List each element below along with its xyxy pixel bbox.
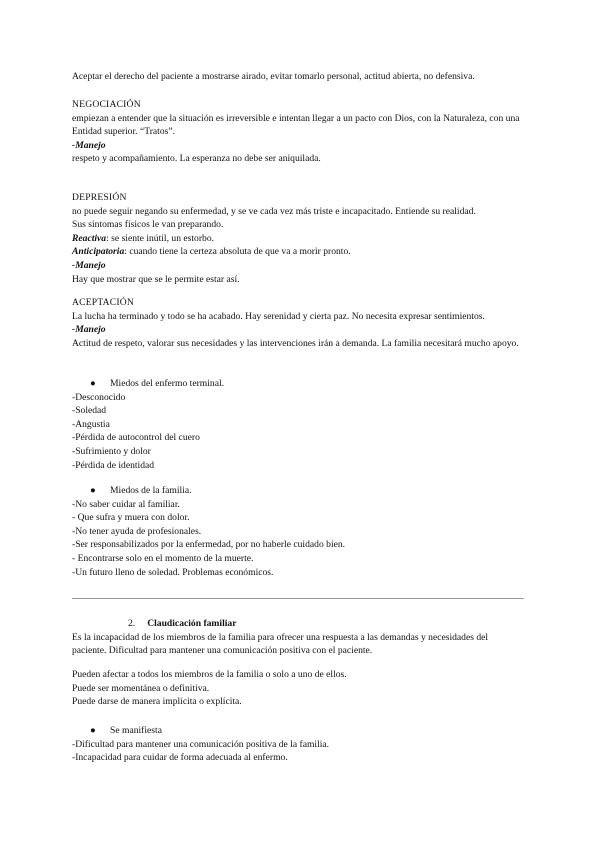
list-item: - Que sufra y muera con dolor. (72, 512, 190, 524)
claudicacion-points (72, 668, 524, 709)
depresion-title: DEPRESIÓN (72, 192, 127, 203)
list-item: -No saber cuidar al familiar. (72, 498, 180, 510)
list-item: -Incapacidad para cuidar de forma adecuada al enfermo. (72, 752, 288, 764)
claudicacion-definition: Es la incapacidad de los miembros de la familia para ofrecer una respuesta a las demandas y necesidades del paciente. Dificultad para mantener una comunicación positiva con el paciente. (72, 631, 489, 657)
list-item: -Sufrimiento y dolor (72, 446, 151, 458)
list-item: -No tener ayuda de profesionales. (72, 525, 202, 537)
intro-text: Aceptar el derecho del paciente a mostrarse airado, evitar tomarlo personal, actitud abierta, no defensiva. (72, 71, 475, 82)
negociacion-title: NEGOCIACIÓN (72, 99, 141, 110)
negociacion-text: empiezan a entender que la situación es irreversible e intentan llegar a un pacto con Dios, con la Naturaleza, con una Entidad superior. “Tratos”. (72, 112, 520, 138)
aceptacion-manejo-label: -Manejo (72, 324, 106, 336)
list-item: -Desconocido (72, 391, 126, 403)
reactiva-label: Reactiva (72, 232, 107, 244)
depresion-manejo-label: -Manejo (72, 260, 106, 272)
claudicacion-section (72, 617, 524, 658)
depresion-line1: no puede seguir negando su enfermedad, y se ve cada vez más triste e incapacitado. Entiende su realidad. (72, 205, 476, 217)
bullet-icon: ● (90, 725, 96, 736)
manifiesta-heading (72, 724, 524, 738)
miedos-enfermo-title: Miedos del enfermo terminal. (110, 378, 225, 389)
claudicacion-heading (72, 617, 524, 631)
aceptacion-section (72, 296, 524, 350)
negociacion-section (72, 98, 524, 166)
miedos-enfermo-heading (72, 377, 524, 391)
miedos-familia-heading (72, 484, 524, 498)
miedos-enfermo-section (72, 377, 524, 472)
negociacion-manejo-text: respeto y acompañamiento. La esperanza no debe ser aniquilada. (72, 153, 321, 165)
list-item: -Soledad (72, 405, 107, 417)
list-item: -Un futuro lleno de soledad. Problemas económicos. (72, 566, 274, 578)
intro-paragraph (72, 70, 524, 84)
list-item: Puede ser momentánea o definitiva. (72, 682, 210, 694)
bullet-icon: ● (90, 485, 96, 496)
list-item: Pueden afectar a todos los miembros de la familia o solo a uno de ellos. (72, 669, 347, 680)
depresion-reactiva (72, 232, 524, 246)
bullet-icon: ● (90, 378, 96, 389)
depresion-manejo-text: Hay que mostrar que se le permite estar así. (72, 273, 240, 285)
list-item: -Ser responsabilizados por la enfermedad, por no haberle cuidado bien. (72, 539, 346, 551)
list-item: -Angustia (72, 418, 110, 430)
anticipatoria-text: : cuando tiene la certeza absoluta de que va a morir pronto. (124, 246, 351, 258)
section-number: 2. (128, 618, 136, 629)
claudicacion-title: Claudicación familiar (147, 618, 237, 629)
depresion-line2: Sus síntomas físicos le van preparando. (72, 219, 224, 231)
aceptacion-title: ACEPTACIÓN (72, 297, 134, 308)
aceptacion-manejo-text: Actitud de respeto, valorar sus necesidades y las intervenciones irán a demanda. La familia necesitará mucho apoyo. (72, 337, 519, 349)
list-item: -Pérdida de identidad (72, 459, 155, 471)
list-item: -Pérdida de autocontrol del cuero (72, 432, 200, 444)
list-item: Puede darse de manera implícita o explícita. (72, 696, 242, 708)
anticipatoria-label: Anticipatoria (72, 246, 125, 258)
list-item: - Encontrarse solo en el momento de la muerte. (72, 553, 254, 565)
section-divider (72, 598, 524, 599)
negociacion-manejo-label: -Manejo (72, 139, 106, 151)
depresion-section (72, 191, 524, 286)
depresion-anticipatoria (72, 245, 524, 259)
reactiva-text: : se siente inútil, un estorbo. (106, 232, 215, 244)
manifiesta-section (72, 724, 524, 765)
aceptacion-text: La lucha ha terminado y todo se ha acabado. Hay serenidad y cierta paz. No necesita expresar sentimientos. (72, 310, 485, 322)
manifiesta-title: Se manifiesta (110, 725, 162, 736)
miedos-familia-section (72, 484, 524, 579)
list-item: -Dificultad para mantener una comunicación positiva de la familia. (72, 738, 330, 750)
miedos-familia-title: Miedos de la familia. (110, 485, 192, 496)
